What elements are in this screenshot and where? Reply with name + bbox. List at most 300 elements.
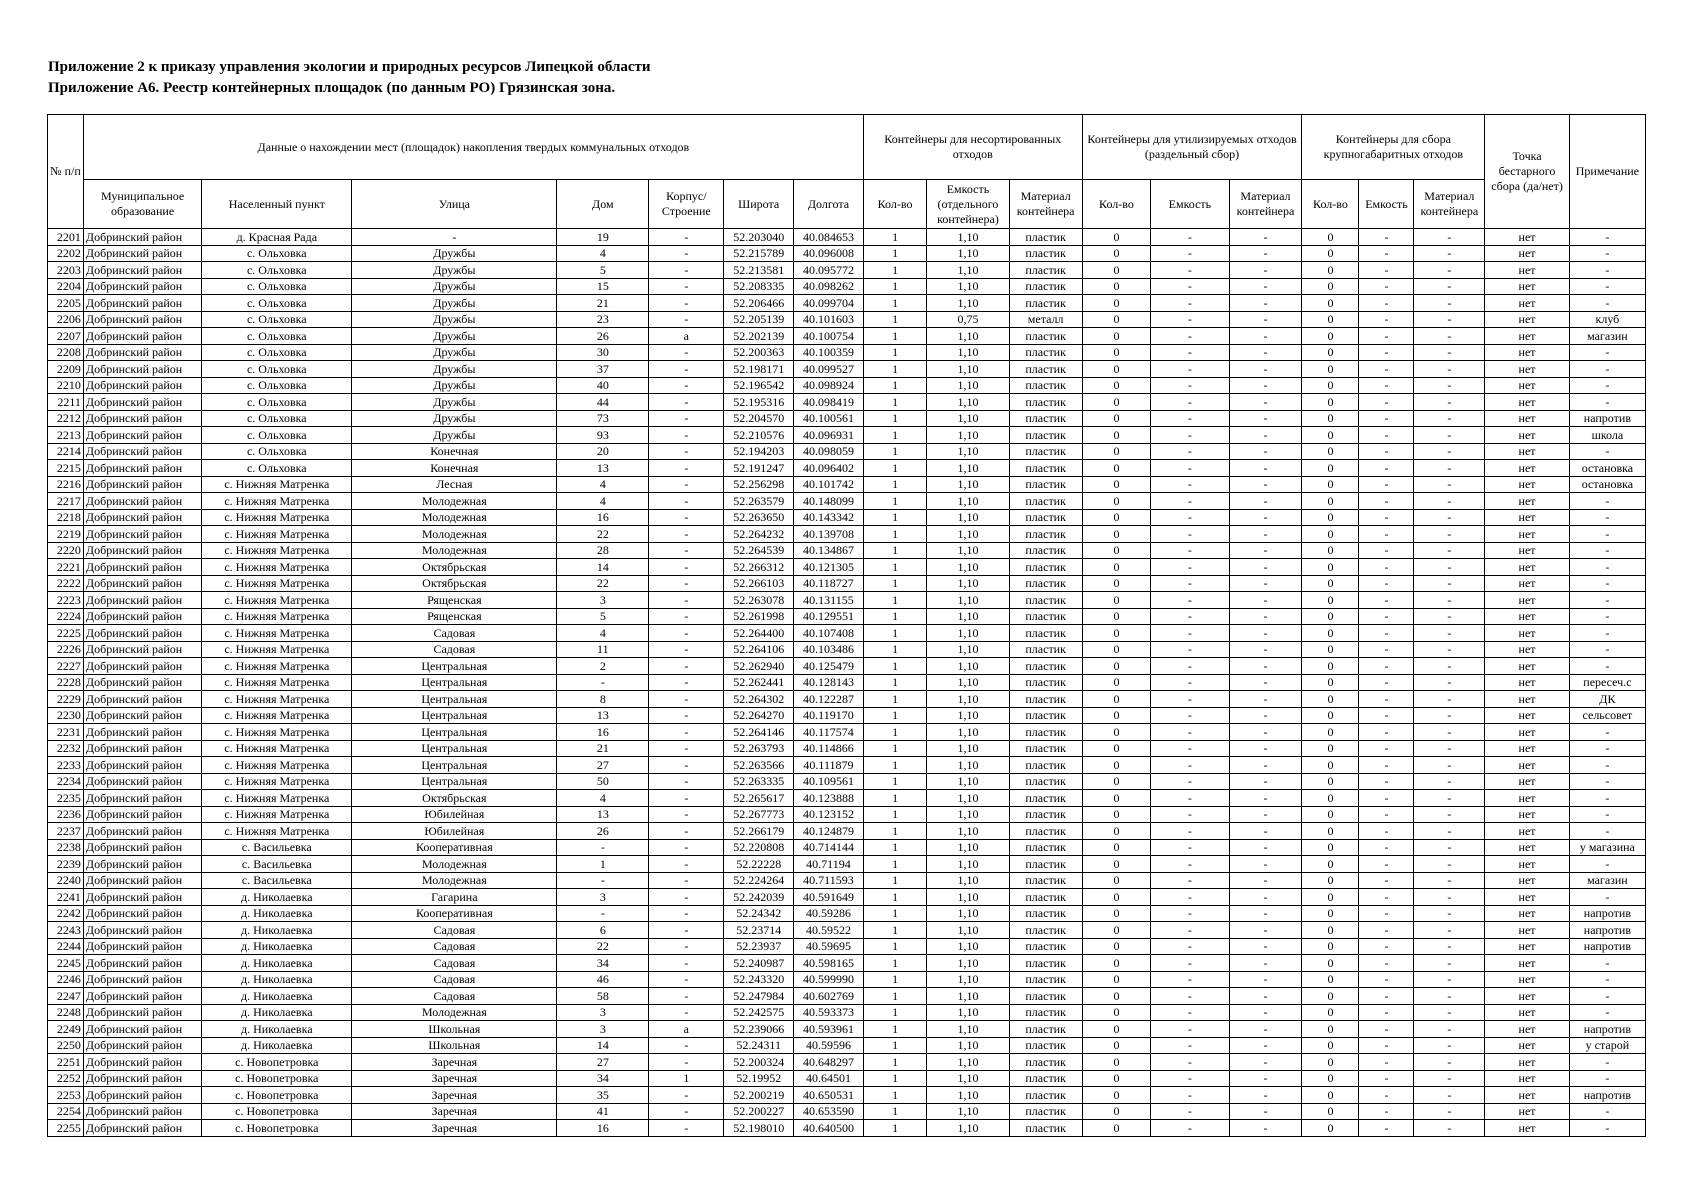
unsorted-qty-cell: 1 <box>863 1070 926 1087</box>
unsorted-qty-cell: 1 <box>863 559 926 576</box>
house-cell: 15 <box>557 278 649 295</box>
street-cell: Заречная <box>352 1120 557 1137</box>
street-cell: Садовая <box>352 625 557 642</box>
recycled-qty-cell: 0 <box>1082 410 1151 427</box>
bagless-point-cell: нет <box>1485 509 1570 526</box>
unsorted-material-cell: пластик <box>1009 262 1082 279</box>
unsorted-capacity-cell: 1,10 <box>927 691 1009 708</box>
bulky-qty-cell: 0 <box>1302 757 1359 774</box>
street-cell: Центральная <box>352 740 557 757</box>
bulky-material-cell: - <box>1414 823 1485 840</box>
latitude-cell: 52.262940 <box>724 658 794 675</box>
recycled-capacity-cell: - <box>1151 229 1229 246</box>
notes-cell: - <box>1569 790 1645 807</box>
municipality-cell: Добринский район <box>83 476 201 493</box>
recycled-qty-cell: 0 <box>1082 641 1151 658</box>
unsorted-capacity-cell: 1,10 <box>927 658 1009 675</box>
longitude-cell: 40.111879 <box>794 757 864 774</box>
building-cell: - <box>649 806 724 823</box>
settlement-cell: д. Николаевка <box>202 922 352 939</box>
recycled-material-cell: - <box>1229 361 1302 378</box>
bagless-point-cell: нет <box>1485 839 1570 856</box>
recycled-qty-cell: 0 <box>1082 988 1151 1005</box>
longitude-cell: 40.107408 <box>794 625 864 642</box>
street-cell: - <box>352 229 557 246</box>
unsorted-capacity-cell: 1,10 <box>927 592 1009 609</box>
notes-cell: - <box>1569 443 1645 460</box>
municipality-cell: Добринский район <box>83 262 201 279</box>
unsorted-qty-cell: 1 <box>863 344 926 361</box>
bulky-material-cell: - <box>1414 1037 1485 1054</box>
bulky-qty-cell: 0 <box>1302 905 1359 922</box>
bulky-material-cell: - <box>1414 856 1485 873</box>
bulky-capacity-cell: - <box>1359 724 1414 741</box>
row-number: 2217 <box>48 493 84 510</box>
table-row <box>48 394 1646 411</box>
unsorted-material-cell: пластик <box>1009 889 1082 906</box>
settlement-cell: д. Николаевка <box>202 905 352 922</box>
header-building: Корпус/ Строение <box>649 180 724 229</box>
house-cell: - <box>557 872 649 889</box>
unsorted-capacity-cell: 1,10 <box>927 493 1009 510</box>
unsorted-capacity-cell: 0,75 <box>927 311 1009 328</box>
header-municipality: Муниципальное образование <box>83 180 201 229</box>
notes-cell: пересеч.с <box>1569 674 1645 691</box>
recycled-material-cell: - <box>1229 971 1302 988</box>
building-cell: - <box>649 460 724 477</box>
bulky-qty-cell: 0 <box>1302 443 1359 460</box>
unsorted-material-cell: пластик <box>1009 922 1082 939</box>
building-cell: - <box>649 955 724 972</box>
bagless-point-cell: нет <box>1485 245 1570 262</box>
longitude-cell: 40.099527 <box>794 361 864 378</box>
unsorted-material-cell: пластик <box>1009 427 1082 444</box>
recycled-material-cell: - <box>1229 262 1302 279</box>
bagless-point-cell: нет <box>1485 592 1570 609</box>
municipality-cell: Добринский район <box>83 905 201 922</box>
bulky-qty-cell: 0 <box>1302 311 1359 328</box>
notes-cell: - <box>1569 1103 1645 1120</box>
table-row <box>48 806 1646 823</box>
unsorted-qty-cell: 1 <box>863 394 926 411</box>
longitude-cell: 40.096008 <box>794 245 864 262</box>
notes-cell: - <box>1569 740 1645 757</box>
recycled-qty-cell: 0 <box>1082 559 1151 576</box>
notes-cell: - <box>1569 625 1645 642</box>
table-row <box>48 509 1646 526</box>
longitude-cell: 40.640500 <box>794 1120 864 1137</box>
recycled-capacity-cell: - <box>1151 971 1229 988</box>
unsorted-capacity-cell: 1,10 <box>927 427 1009 444</box>
building-cell: 1 <box>649 1070 724 1087</box>
unsorted-capacity-cell: 1,10 <box>927 757 1009 774</box>
recycled-qty-cell: 0 <box>1082 724 1151 741</box>
bulky-capacity-cell: - <box>1359 1070 1414 1087</box>
bulky-material-cell: - <box>1414 790 1485 807</box>
row-number: 2248 <box>48 1004 84 1021</box>
house-cell: 41 <box>557 1103 649 1120</box>
table-row <box>48 344 1646 361</box>
latitude-cell: 52.263793 <box>724 740 794 757</box>
unsorted-qty-cell: 1 <box>863 311 926 328</box>
header-recycled-qty: Кол-во <box>1082 180 1151 229</box>
municipality-cell: Добринский район <box>83 1037 201 1054</box>
longitude-cell: 40.124879 <box>794 823 864 840</box>
recycled-material-cell: - <box>1229 245 1302 262</box>
settlement-cell: с. Новопетровка <box>202 1070 352 1087</box>
table-row <box>48 608 1646 625</box>
recycled-material-cell: - <box>1229 1087 1302 1104</box>
recycled-qty-cell: 0 <box>1082 971 1151 988</box>
municipality-cell: Добринский район <box>83 245 201 262</box>
unsorted-material-cell: пластик <box>1009 1054 1082 1071</box>
notes-cell: - <box>1569 856 1645 873</box>
unsorted-capacity-cell: 1,10 <box>927 905 1009 922</box>
unsorted-qty-cell: 1 <box>863 509 926 526</box>
header-bagless-point: Точка бестарного сбора (да/нет) <box>1485 115 1570 229</box>
settlement-cell: с. Нижняя Матренка <box>202 806 352 823</box>
table-row <box>48 1070 1646 1087</box>
longitude-cell: 40.71194 <box>794 856 864 873</box>
house-cell: 3 <box>557 1004 649 1021</box>
bagless-point-cell: нет <box>1485 361 1570 378</box>
unsorted-capacity-cell: 1,10 <box>927 806 1009 823</box>
row-number: 2251 <box>48 1054 84 1071</box>
row-number: 2212 <box>48 410 84 427</box>
header-unsorted-qty: Кол-во <box>863 180 926 229</box>
bulky-material-cell: - <box>1414 476 1485 493</box>
settlement-cell: с. Новопетровка <box>202 1120 352 1137</box>
house-cell: 22 <box>557 938 649 955</box>
notes-cell: - <box>1569 278 1645 295</box>
municipality-cell: Добринский район <box>83 427 201 444</box>
unsorted-capacity-cell: 1,10 <box>927 394 1009 411</box>
longitude-cell: 40.099704 <box>794 295 864 312</box>
notes-cell: - <box>1569 641 1645 658</box>
recycled-qty-cell: 0 <box>1082 592 1151 609</box>
building-cell: - <box>649 592 724 609</box>
street-cell: Молодежная <box>352 526 557 543</box>
bulky-capacity-cell: - <box>1359 658 1414 675</box>
latitude-cell: 52.263650 <box>724 509 794 526</box>
header-group-unsorted: Контейнеры для несортированных отходов <box>863 115 1082 180</box>
recycled-qty-cell: 0 <box>1082 1120 1151 1137</box>
table-row <box>48 295 1646 312</box>
bulky-capacity-cell: - <box>1359 278 1414 295</box>
unsorted-capacity-cell: 1,10 <box>927 410 1009 427</box>
building-cell: - <box>649 245 724 262</box>
bulky-material-cell: - <box>1414 245 1485 262</box>
bulky-qty-cell: 0 <box>1302 641 1359 658</box>
table-row <box>48 1021 1646 1038</box>
table-row <box>48 922 1646 939</box>
notes-cell: напротив <box>1569 410 1645 427</box>
unsorted-material-cell: пластик <box>1009 790 1082 807</box>
unsorted-qty-cell: 1 <box>863 839 926 856</box>
bulky-capacity-cell: - <box>1359 740 1414 757</box>
row-number: 2204 <box>48 278 84 295</box>
unsorted-qty-cell: 1 <box>863 757 926 774</box>
bulky-capacity-cell: - <box>1359 245 1414 262</box>
bulky-qty-cell: 0 <box>1302 410 1359 427</box>
unsorted-qty-cell: 1 <box>863 443 926 460</box>
notes-cell: остановка <box>1569 476 1645 493</box>
latitude-cell: 52.203040 <box>724 229 794 246</box>
bagless-point-cell: нет <box>1485 641 1570 658</box>
notes-cell: напротив <box>1569 938 1645 955</box>
latitude-cell: 52.213581 <box>724 262 794 279</box>
longitude-cell: 40.084653 <box>794 229 864 246</box>
latitude-cell: 52.263335 <box>724 773 794 790</box>
notes-cell: - <box>1569 889 1645 906</box>
recycled-capacity-cell: - <box>1151 889 1229 906</box>
municipality-cell: Добринский район <box>83 856 201 873</box>
unsorted-material-cell: пластик <box>1009 460 1082 477</box>
recycled-qty-cell: 0 <box>1082 790 1151 807</box>
municipality-cell: Добринский район <box>83 344 201 361</box>
house-cell: 3 <box>557 1021 649 1038</box>
bagless-point-cell: нет <box>1485 328 1570 345</box>
municipality-cell: Добринский район <box>83 691 201 708</box>
row-number: 2221 <box>48 559 84 576</box>
bulky-material-cell: - <box>1414 1054 1485 1071</box>
municipality-cell: Добринский район <box>83 839 201 856</box>
recycled-capacity-cell: - <box>1151 856 1229 873</box>
recycled-material-cell: - <box>1229 707 1302 724</box>
municipality-cell: Добринский район <box>83 707 201 724</box>
table-row <box>48 1087 1646 1104</box>
row-number: 2235 <box>48 790 84 807</box>
table-row <box>48 493 1646 510</box>
recycled-material-cell: - <box>1229 394 1302 411</box>
street-cell: Дружбы <box>352 344 557 361</box>
bulky-capacity-cell: - <box>1359 295 1414 312</box>
table-row <box>48 262 1646 279</box>
recycled-capacity-cell: - <box>1151 757 1229 774</box>
row-number: 2210 <box>48 377 84 394</box>
unsorted-capacity-cell: 1,10 <box>927 443 1009 460</box>
longitude-cell: 40.121305 <box>794 559 864 576</box>
building-cell: - <box>649 1004 724 1021</box>
building-cell: - <box>649 691 724 708</box>
bagless-point-cell: нет <box>1485 1004 1570 1021</box>
bulky-qty-cell: 0 <box>1302 691 1359 708</box>
building-cell: - <box>649 608 724 625</box>
settlement-cell: с. Ольховка <box>202 410 352 427</box>
settlement-cell: с. Нижняя Матренка <box>202 773 352 790</box>
latitude-cell: 52.261998 <box>724 608 794 625</box>
table-row <box>48 625 1646 642</box>
notes-cell: - <box>1569 295 1645 312</box>
unsorted-material-cell: пластик <box>1009 493 1082 510</box>
recycled-capacity-cell: - <box>1151 707 1229 724</box>
building-cell: - <box>649 262 724 279</box>
bagless-point-cell: нет <box>1485 559 1570 576</box>
bulky-material-cell: - <box>1414 773 1485 790</box>
municipality-cell: Добринский район <box>83 724 201 741</box>
latitude-cell: 52.210576 <box>724 427 794 444</box>
municipality-cell: Добринский район <box>83 740 201 757</box>
unsorted-qty-cell: 1 <box>863 1004 926 1021</box>
bulky-material-cell: - <box>1414 361 1485 378</box>
recycled-qty-cell: 0 <box>1082 625 1151 642</box>
street-cell: Конечная <box>352 460 557 477</box>
house-cell: 3 <box>557 889 649 906</box>
recycled-material-cell: - <box>1229 377 1302 394</box>
bulky-qty-cell: 0 <box>1302 988 1359 1005</box>
bulky-capacity-cell: - <box>1359 1087 1414 1104</box>
bagless-point-cell: нет <box>1485 806 1570 823</box>
notes-cell: напротив <box>1569 905 1645 922</box>
bulky-material-cell: - <box>1414 1070 1485 1087</box>
bulky-qty-cell: 0 <box>1302 889 1359 906</box>
settlement-cell: с. Ольховка <box>202 278 352 295</box>
recycled-material-cell: - <box>1229 344 1302 361</box>
building-cell: - <box>649 526 724 543</box>
longitude-cell: 40.096402 <box>794 460 864 477</box>
unsorted-qty-cell: 1 <box>863 823 926 840</box>
street-cell: Дружбы <box>352 295 557 312</box>
recycled-capacity-cell: - <box>1151 476 1229 493</box>
row-number: 2213 <box>48 427 84 444</box>
settlement-cell: с. Васильевка <box>202 839 352 856</box>
recycled-material-cell: - <box>1229 806 1302 823</box>
notes-cell: - <box>1569 493 1645 510</box>
table-row <box>48 740 1646 757</box>
recycled-material-cell: - <box>1229 1021 1302 1038</box>
house-cell: 2 <box>557 658 649 675</box>
latitude-cell: 52.206466 <box>724 295 794 312</box>
longitude-cell: 40.134867 <box>794 542 864 559</box>
bulky-qty-cell: 0 <box>1302 1103 1359 1120</box>
settlement-cell: с. Нижняя Матренка <box>202 575 352 592</box>
latitude-cell: 52.266312 <box>724 559 794 576</box>
unsorted-qty-cell: 1 <box>863 1021 926 1038</box>
unsorted-material-cell: пластик <box>1009 724 1082 741</box>
street-cell: Заречная <box>352 1070 557 1087</box>
recycled-qty-cell: 0 <box>1082 311 1151 328</box>
latitude-cell: 52.242039 <box>724 889 794 906</box>
longitude-cell: 40.123152 <box>794 806 864 823</box>
longitude-cell: 40.101603 <box>794 311 864 328</box>
unsorted-qty-cell: 1 <box>863 988 926 1005</box>
bulky-capacity-cell: - <box>1359 625 1414 642</box>
bulky-material-cell: - <box>1414 905 1485 922</box>
settlement-cell: с. Новопетровка <box>202 1103 352 1120</box>
recycled-capacity-cell: - <box>1151 394 1229 411</box>
unsorted-material-cell: пластик <box>1009 1021 1082 1038</box>
latitude-cell: 52.264302 <box>724 691 794 708</box>
municipality-cell: Добринский район <box>83 592 201 609</box>
municipality-cell: Добринский район <box>83 1070 201 1087</box>
recycled-material-cell: - <box>1229 658 1302 675</box>
latitude-cell: 52.266179 <box>724 823 794 840</box>
row-number: 2252 <box>48 1070 84 1087</box>
bulky-qty-cell: 0 <box>1302 427 1359 444</box>
recycled-material-cell: - <box>1229 674 1302 691</box>
municipality-cell: Добринский район <box>83 1120 201 1137</box>
bagless-point-cell: нет <box>1485 262 1570 279</box>
recycled-capacity-cell: - <box>1151 295 1229 312</box>
recycled-capacity-cell: - <box>1151 955 1229 972</box>
street-cell: Садовая <box>352 938 557 955</box>
settlement-cell: с. Ольховка <box>202 394 352 411</box>
street-cell: Центральная <box>352 773 557 790</box>
unsorted-capacity-cell: 1,10 <box>927 1103 1009 1120</box>
unsorted-qty-cell: 1 <box>863 674 926 691</box>
bulky-material-cell: - <box>1414 740 1485 757</box>
unsorted-capacity-cell: 1,10 <box>927 559 1009 576</box>
bulky-qty-cell: 0 <box>1302 559 1359 576</box>
notes-cell: - <box>1569 1004 1645 1021</box>
settlement-cell: д. Николаевка <box>202 955 352 972</box>
latitude-cell: 52.224264 <box>724 872 794 889</box>
notes-cell: - <box>1569 1054 1645 1071</box>
row-number: 2211 <box>48 394 84 411</box>
table-row <box>48 460 1646 477</box>
bagless-point-cell: нет <box>1485 691 1570 708</box>
municipality-cell: Добринский район <box>83 938 201 955</box>
table-row <box>48 1054 1646 1071</box>
latitude-cell: 52.220808 <box>724 839 794 856</box>
street-cell: Центральная <box>352 707 557 724</box>
house-cell: 4 <box>557 245 649 262</box>
bulky-material-cell: - <box>1414 542 1485 559</box>
notes-cell: - <box>1569 608 1645 625</box>
bulky-capacity-cell: - <box>1359 476 1414 493</box>
notes-cell: - <box>1569 1120 1645 1137</box>
unsorted-qty-cell: 1 <box>863 790 926 807</box>
longitude-cell: 40.148099 <box>794 493 864 510</box>
bagless-point-cell: нет <box>1485 1054 1570 1071</box>
unsorted-material-cell: пластик <box>1009 707 1082 724</box>
notes-cell: - <box>1569 773 1645 790</box>
table-row <box>48 856 1646 873</box>
bulky-material-cell: - <box>1414 460 1485 477</box>
recycled-qty-cell: 0 <box>1082 806 1151 823</box>
table-row <box>48 328 1646 345</box>
unsorted-qty-cell: 1 <box>863 707 926 724</box>
recycled-qty-cell: 0 <box>1082 278 1151 295</box>
latitude-cell: 52.24342 <box>724 905 794 922</box>
unsorted-capacity-cell: 1,10 <box>927 476 1009 493</box>
bulky-capacity-cell: - <box>1359 757 1414 774</box>
unsorted-qty-cell: 1 <box>863 658 926 675</box>
settlement-cell: с. Нижняя Матренка <box>202 823 352 840</box>
row-number: 2230 <box>48 707 84 724</box>
longitude-cell: 40.139708 <box>794 526 864 543</box>
recycled-material-cell: - <box>1229 839 1302 856</box>
unsorted-capacity-cell: 1,10 <box>927 971 1009 988</box>
notes-cell: школа <box>1569 427 1645 444</box>
notes-cell: - <box>1569 245 1645 262</box>
table-row <box>48 245 1646 262</box>
building-cell: - <box>649 278 724 295</box>
longitude-cell: 40.122287 <box>794 691 864 708</box>
settlement-cell: с. Нижняя Матренка <box>202 790 352 807</box>
table-body <box>48 229 1646 1137</box>
street-cell: Гагарина <box>352 889 557 906</box>
bulky-material-cell: - <box>1414 1021 1485 1038</box>
bulky-capacity-cell: - <box>1359 707 1414 724</box>
bulky-material-cell: - <box>1414 674 1485 691</box>
bulky-material-cell: - <box>1414 229 1485 246</box>
street-cell: Садовая <box>352 988 557 1005</box>
street-cell: Молодежная <box>352 872 557 889</box>
header-group-location: Данные о нахождении мест (площадок) накопления твердых коммунальных отходов <box>83 115 863 180</box>
unsorted-material-cell: пластик <box>1009 575 1082 592</box>
bagless-point-cell: нет <box>1485 229 1570 246</box>
